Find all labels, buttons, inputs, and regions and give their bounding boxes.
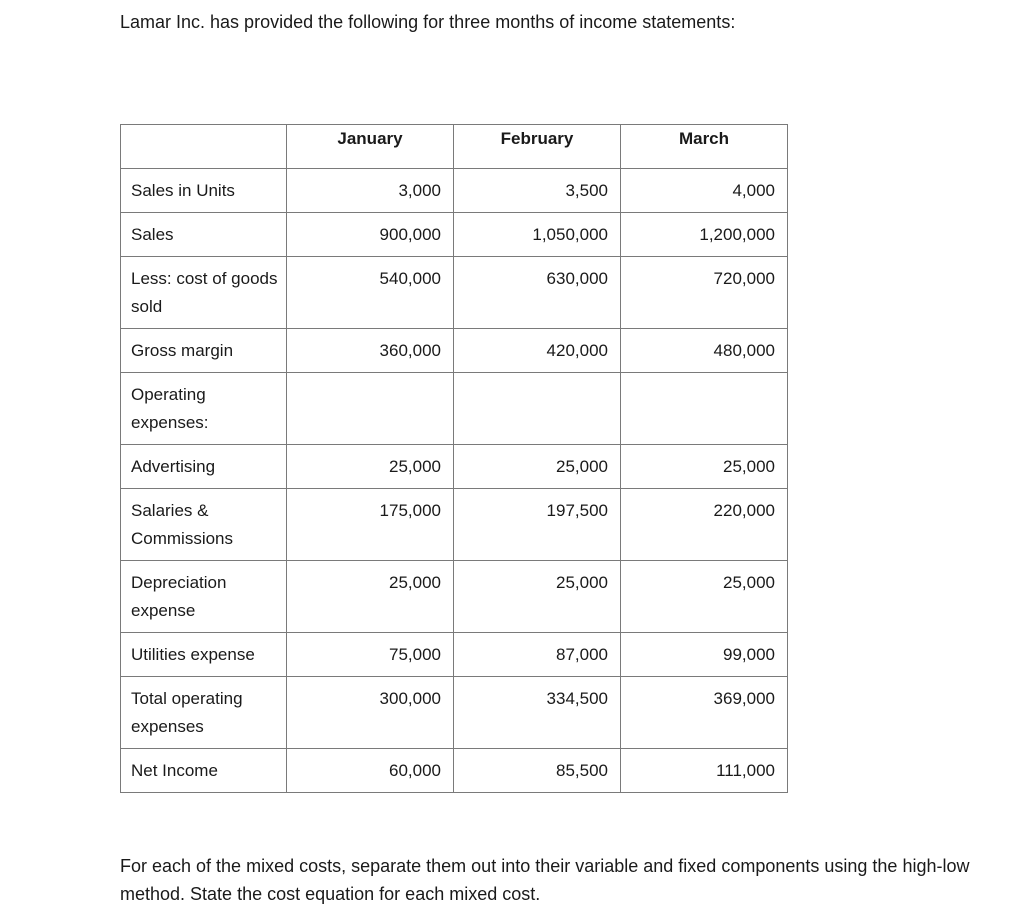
table-row-advertising (121, 445, 788, 489)
cell-march (621, 373, 788, 445)
cell-march: 99,000 (621, 633, 788, 677)
cell-january: 900,000 (287, 213, 454, 257)
row-label: Salaries & Commissions (121, 489, 287, 561)
cell-february: 25,000 (454, 445, 621, 489)
cell-january: 300,000 (287, 677, 454, 749)
cell-february: 3,500 (454, 169, 621, 213)
cell-march: 111,000 (621, 749, 788, 793)
cell-january: 25,000 (287, 561, 454, 633)
table-row-cost-of-goods-sold (121, 257, 788, 329)
row-label: Utilities expense (121, 633, 287, 677)
table-row-gross-margin (121, 329, 788, 373)
intro-text: Lamar Inc. has provided the following for three months of income statements: (120, 12, 736, 32)
cell-february (454, 373, 621, 445)
table-row-sales (121, 213, 788, 257)
table-row-total-operating-expenses (121, 677, 788, 749)
cell-january: 3,000 (287, 169, 454, 213)
cell-march: 480,000 (621, 329, 788, 373)
header-cell-blank (121, 125, 287, 169)
cell-march: 25,000 (621, 561, 788, 633)
header-cell-february: February (454, 125, 621, 169)
cell-february: 630,000 (454, 257, 621, 329)
table-header-row (121, 125, 788, 169)
cell-march: 220,000 (621, 489, 788, 561)
cell-march: 4,000 (621, 169, 788, 213)
instructions-text: For each of the mixed costs, separate them out into their variable and fixed components using the high-low method. State the cost equation for each mixed cost. (120, 856, 970, 904)
table-row-salaries-commissions (121, 489, 788, 561)
row-label: Gross margin (121, 329, 287, 373)
table-row-operating-expenses (121, 373, 788, 445)
cell-january: 75,000 (287, 633, 454, 677)
table-row-net-income (121, 749, 788, 793)
table-row-depreciation (121, 561, 788, 633)
cell-march: 25,000 (621, 445, 788, 489)
cell-february: 197,500 (454, 489, 621, 561)
cell-february: 85,500 (454, 749, 621, 793)
cell-march: 1,200,000 (621, 213, 788, 257)
header-cell-january: January (287, 125, 454, 169)
row-label: Total operating expenses (121, 677, 287, 749)
cell-march: 720,000 (621, 257, 788, 329)
cell-january: 25,000 (287, 445, 454, 489)
cell-february: 25,000 (454, 561, 621, 633)
row-label: Less: cost of goods sold (121, 257, 287, 329)
cell-january: 60,000 (287, 749, 454, 793)
cell-february: 1,050,000 (454, 213, 621, 257)
row-label: Sales in Units (121, 169, 287, 213)
cell-january: 175,000 (287, 489, 454, 561)
row-label: Net Income (121, 749, 287, 793)
cell-january (287, 373, 454, 445)
cell-january: 360,000 (287, 329, 454, 373)
income-statement-table (120, 124, 788, 793)
cell-january: 540,000 (287, 257, 454, 329)
row-label: Depreciation expense (121, 561, 287, 633)
cell-february: 334,500 (454, 677, 621, 749)
row-label: Operating expenses: (121, 373, 287, 445)
cell-february: 420,000 (454, 329, 621, 373)
header-cell-march: March (621, 125, 788, 169)
cell-march: 369,000 (621, 677, 788, 749)
table-row-utilities (121, 633, 788, 677)
row-label: Sales (121, 213, 287, 257)
table-row-sales-in-units (121, 169, 788, 213)
row-label: Advertising (121, 445, 287, 489)
cell-february: 87,000 (454, 633, 621, 677)
